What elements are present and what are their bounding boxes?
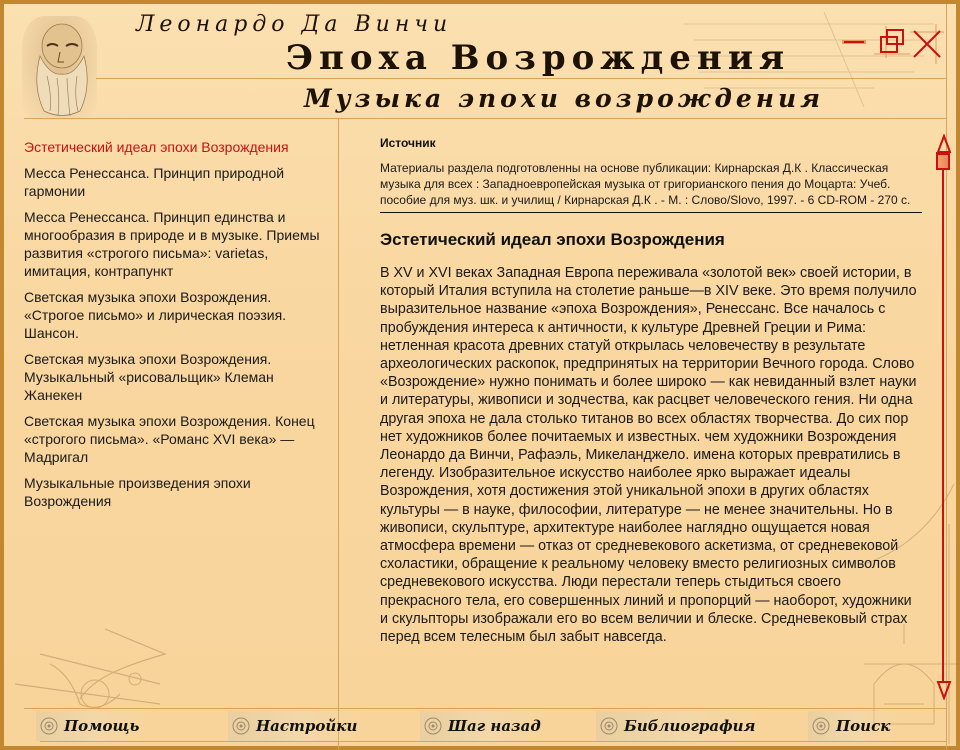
topic-item-mass-unity-diversity[interactable]: Месса Ренессанса. Принцип единства и многообразия в природе и в музыке. Приемы развития «строгого письма»: varietas, имитация, контрапункт (24, 209, 320, 279)
toolbar-top-rule (24, 708, 946, 709)
portrait-image (22, 16, 97, 120)
article-pane[interactable] (380, 136, 922, 698)
header-divider-1 (96, 78, 946, 79)
section-subtitle: Музыка эпохи возрождения (304, 84, 825, 113)
right-frame-rule (946, 4, 947, 750)
settings-button[interactable] (228, 711, 367, 741)
topic-list (24, 138, 324, 518)
close-button[interactable] (910, 24, 944, 64)
search-button[interactable] (808, 711, 900, 741)
scroll-up-arrow-icon (936, 134, 952, 154)
source-label: Источник (380, 136, 436, 150)
article-title: Эстетический идеал эпохи Возрождения (380, 230, 725, 249)
article-body: В XV и XVI веках Западная Европа переживала «золотой век» своей истории, в который Италия вступила на столетие раньше—в XIV веке. Это время получило выразительное название «эпоха Возрождения», Ренессанс. Все началось с пробуждения интереса к античности, к культуре Древней Греции и Рима: нетленная красота древних статуй открылась человечеству в результате археологических раскопок, предпринятых на территории Вечного города. Слово «Возрождение» нужно понимать и более широко — как невиданный взлет науки и литературы, живописи и зодчества, как расцвет человеческого гения. Ни одна другая эпоха не дала столько титанов во всех областях творчества. До сих пор нет художников более почитаемых и известных. чем художники Возрождения Леонардо да Винчи, Рафаэль, Микеланджело. имена которых превратились в легенду. Изобразительное искусство наиболее ярко выражает идеалы Возрождения, хотя достижения этой уникальной эпохи в других областях культуры — в науке, философии, литературе — не менее значительны. Но в живописи, скульптуре, архитектуре наиболее наглядно ощущается новая атмосфера времени — отказ от средневекового аскетизма, от средневековой схоластики, обращение к реальному человеку вместо религиозных символов средневекового искусства. Люди перестали теперь стыдиться своего прекрасного тела, его совершенных линий и пропорций — наоборот, художники и скульпторы изображали его во всем величии и блеске. Средневековый страх перед всем телесным был забыт навсегда. (380, 265, 917, 646)
topic-item-musical-works[interactable]: Музыкальные произведения эпохи Возрождения (24, 475, 251, 509)
settings-label: Настройки (256, 717, 358, 735)
flying-machine-sketch (10, 624, 170, 714)
rose-icon (424, 717, 442, 735)
leonardo-portrait (22, 16, 97, 120)
restore-button[interactable] (874, 26, 910, 58)
minimize-button[interactable] (840, 30, 870, 50)
search-label: Поиск (836, 717, 891, 735)
bibliography-label: Библиография (624, 717, 756, 735)
help-label: Помощь (64, 717, 140, 735)
scrollbar-track[interactable] (942, 152, 944, 682)
bibliography-button[interactable] (596, 711, 765, 741)
scroll-down-button[interactable] (936, 680, 952, 705)
restore-icon (874, 26, 910, 58)
header-divider-2 (24, 118, 946, 119)
source-citation: Материалы раздела подготовленны на основе публикации: Кирнарская Д.К . Классическая музыка для всех : Западноевропейская музыка от григорианского пения до Моцарта: Учеб. пособие для муз. шк. и училищ / Кирнарская Д.К . - М. : Слово/Slovo, 1997. - 6 CD-ROM - 270 с. (380, 160, 922, 213)
topic-item-secular-janequin[interactable]: Светская музыка эпохи Возрождения. Музыкальный «рисовальщик» Клеман Жанекен (24, 351, 274, 403)
rose-icon (232, 717, 250, 735)
rose-icon (40, 717, 58, 735)
topic-item-mass-natural-harmony[interactable]: Месса Ренессанса. Принцип природной гармонии (24, 165, 285, 199)
topic-item-secular-madrigal[interactable]: Светская музыка эпохи Возрождения. Конец «строгого письма». «Романс XVI века» — Мадригал (24, 413, 315, 465)
minimize-icon (840, 30, 870, 50)
scrollbar-thumb[interactable] (936, 152, 950, 170)
app-title: Эпоха Возрождения (286, 38, 791, 78)
rose-icon (600, 717, 618, 735)
column-divider (338, 118, 339, 750)
close-icon (910, 24, 944, 64)
back-label: Шаг назад (448, 717, 541, 735)
topic-item-aesthetic-ideal[interactable]: Эстетический идеал эпохи Возрождения (24, 139, 289, 155)
rose-icon (812, 717, 830, 735)
scroll-down-arrow-icon (936, 680, 952, 700)
toolbar-bottom-rule (40, 741, 946, 742)
back-button[interactable] (420, 711, 551, 741)
author-name: Леонардо Да Винчи (136, 12, 453, 37)
help-button[interactable] (36, 711, 149, 741)
topic-item-secular-chanson[interactable]: Светская музыка эпохи Возрождения. «Строгое письмо» и лирическая поэзия. Шансон. (24, 289, 287, 341)
